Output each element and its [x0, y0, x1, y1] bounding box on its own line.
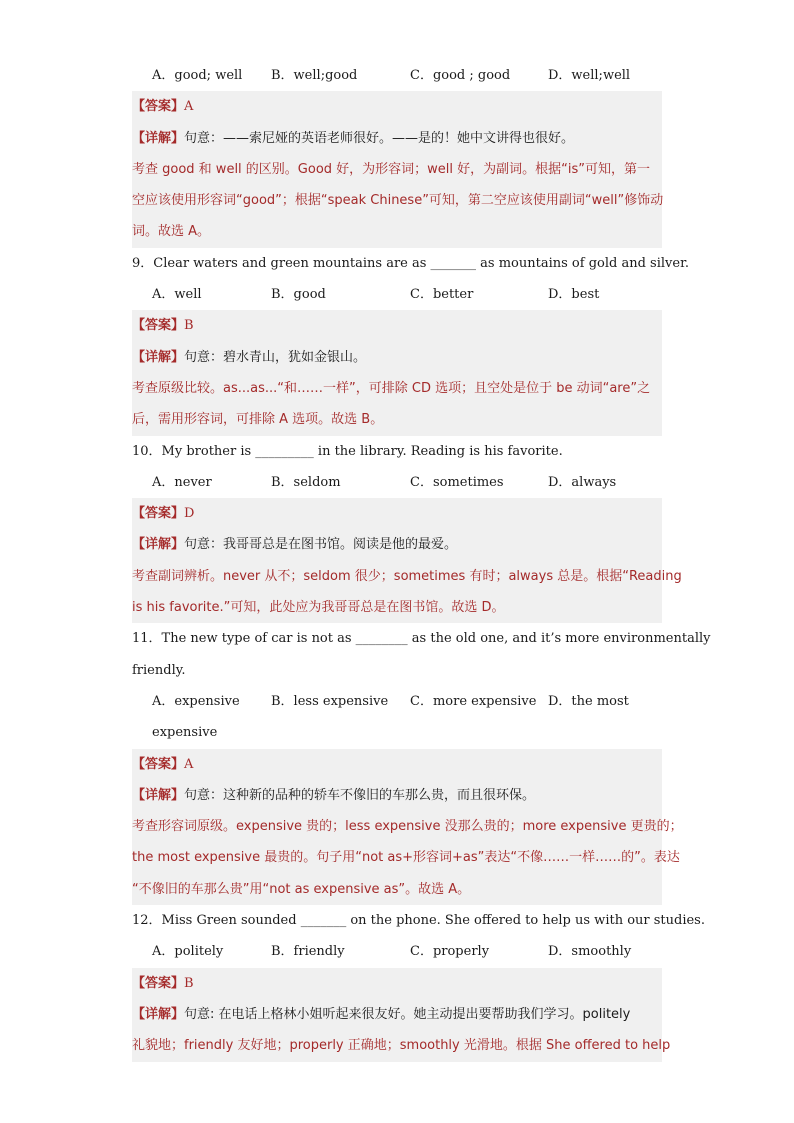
- q11-answer: A: [184, 756, 194, 772]
- q11-solution-block: [132, 749, 683, 905]
- detail-tag: 【详解】: [132, 537, 185, 553]
- q12-option-a: A．politely: [152, 944, 224, 960]
- q9-answer: B: [184, 318, 194, 334]
- q8-option-c: C．good ; good: [410, 68, 511, 83]
- q9-detail-line: 句意：碧水青山，犹如金银山。: [184, 349, 367, 365]
- q10-option-d: D．always: [548, 474, 617, 490]
- q12-detail-line: 礼貌地；friendly 友好地；properly 正确地；smoothly 光滑地。根据 She offered to help: [132, 1038, 671, 1054]
- q11-detail-line: 句意：这种新的品种的轿车不像旧的车那么贵，而且很环保。: [184, 787, 536, 803]
- q10-detail-line: is his favorite.”可知，此处应为我哥哥总是在图书馆。故选 D。: [132, 600, 505, 616]
- q10-option-b: B．seldom: [271, 474, 341, 490]
- q10-option-c: C．sometimes: [410, 474, 504, 490]
- q9-option-a: A．well: [152, 287, 202, 303]
- q11-option-wrap: [132, 717, 662, 748]
- q12-solution-block: [132, 968, 671, 1062]
- q8-solution-block: [132, 91, 662, 247]
- q10-stem: 10．My brother is _________ in the library. Reading is his favorite.: [132, 443, 563, 459]
- q11-stem-cont: friendly.: [132, 662, 186, 678]
- q9-option-b: B．good: [271, 287, 326, 303]
- q9-options: [132, 279, 662, 310]
- q8-answer: A: [184, 99, 194, 115]
- detail-tag: 【详解】: [132, 349, 185, 365]
- q11-detail-line: “不像旧的车那么贵”用“not as expensive as”。故选 A。: [132, 881, 471, 897]
- q11-stem: 11．The new type of car is not as ________ as the old one, and it’s more environmentally: [132, 631, 711, 647]
- q11-options: [132, 686, 662, 717]
- q11-option-c: C．more expensive: [410, 693, 537, 709]
- q8-option-a: A．good; well: [152, 68, 243, 83]
- q11-option-d: D．the most: [548, 693, 629, 709]
- q9-solution-block: [132, 310, 662, 435]
- q8-detail-line: 空应该使用形容词“good”；根据“speak Chinese”可知，第二空应该使用副词“well”修饰动: [132, 193, 664, 209]
- q10-solution-block: [132, 498, 682, 623]
- q8-detail-line: 考查 good 和 well 的区别。Good 好，为形容词；well 好，为副词。根据“is”可知，第一: [132, 161, 651, 177]
- q11-option-a: A．expensive: [152, 693, 240, 709]
- q10-option-a: A．never: [152, 474, 212, 490]
- q8-option-d: D．well;well: [548, 68, 631, 83]
- answer-tag: 【答案】: [132, 318, 185, 334]
- q10-answer: D: [184, 506, 195, 522]
- q11-option-b: B．less expensive: [271, 693, 389, 709]
- detail-tag: 【详解】: [132, 1006, 185, 1022]
- q12-detail-line: 句意: 在电话上格林小姐听起来很友好。她主动提出要帮助我们学习。politely: [184, 1006, 631, 1022]
- q9-option-c: C．better: [410, 287, 474, 303]
- detail-tag: 【详解】: [132, 787, 185, 803]
- q12-option-b: B．friendly: [271, 944, 345, 960]
- detail-tag: 【详解】: [132, 130, 185, 146]
- answer-tag: 【答案】: [132, 756, 185, 772]
- q11-option-d-wrap: expensive: [152, 725, 218, 741]
- q12-options: [132, 936, 662, 967]
- q10-detail-line: 句意：我哥哥总是在图书馆。阅读是他的最爱。: [184, 537, 458, 553]
- q11-detail-line: the most expensive 最贵的。句子用“not as+形容词+as”表达“不像……一样……的”。表达: [132, 850, 680, 866]
- q9-stem: 9．Clear waters and green mountains are as _______ as mountains of gold and silver.: [132, 255, 689, 271]
- answer-tag: 【答案】: [132, 99, 185, 115]
- q9-detail-line: 后，需用形容词，可排除 A 选项。故选 B。: [132, 412, 384, 428]
- q11-detail-line: 考查形容词原级。expensive 贵的；less expensive 没那么贵的；more expensive 更贵的；: [132, 819, 683, 835]
- q12-option-c: C．properly: [410, 944, 490, 960]
- q10-detail-line: 考查副词辨析。never 从不；seldom 很少；sometimes 有时；always 总是。根据“Reading: [132, 568, 682, 584]
- document-page: [132, 60, 711, 1062]
- q12-stem: 12．Miss Green sounded _______ on the phone. She offered to help us with our studies.: [132, 913, 705, 929]
- q8-options: [132, 60, 662, 91]
- q12-option-d: D．smoothly: [548, 944, 632, 960]
- q9-option-d: D．best: [548, 287, 600, 303]
- q12-answer: B: [184, 975, 194, 991]
- q9-detail-line: 考查原级比较。as...as...“和……一样”，可排除 CD 选项；且空处是位于 be 动词“are”之: [132, 380, 651, 396]
- answer-tag: 【答案】: [132, 506, 185, 522]
- q8-detail-line: 句意：——索尼娅的英语老师很好。——是的！她中文讲得也很好。: [184, 130, 575, 146]
- q8-option-b: B．well;good: [271, 68, 358, 83]
- q8-detail-line: 词。故选 A。: [132, 224, 211, 240]
- q10-options: [132, 467, 662, 498]
- answer-tag: 【答案】: [132, 975, 185, 991]
